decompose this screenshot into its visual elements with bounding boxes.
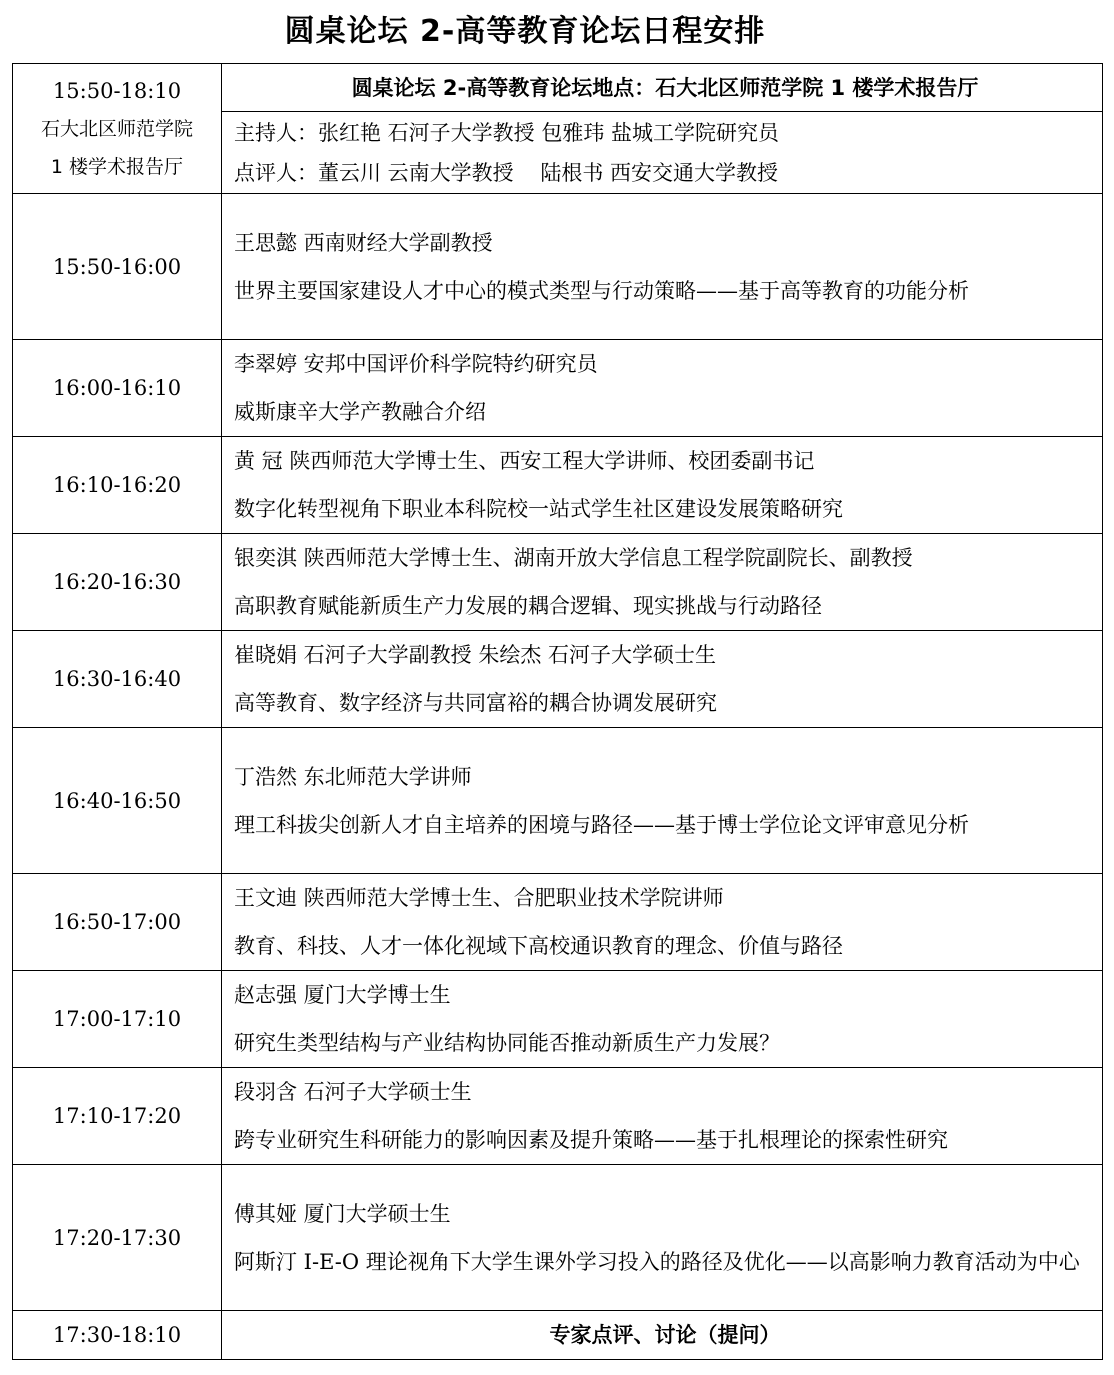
- session-cell: [222, 631, 1103, 728]
- session-topic: 高职教育赋能新质生产力发展的耦合逻辑、现实挑战与行动路径: [234, 594, 822, 618]
- schedule-table: [12, 63, 1103, 1360]
- session-speaker: 段羽含 石河子大学硕士生: [234, 1080, 472, 1104]
- session-topic: 跨专业研究生科研能力的影响因素及提升策略——基于扎根理论的探索性研究: [234, 1128, 948, 1152]
- session-cell: [222, 194, 1103, 340]
- session-time: 16:30-16:40: [13, 631, 222, 728]
- session-topic: 威斯康辛大学产教融合介绍: [234, 400, 486, 424]
- location-text: 圆桌论坛 2-高等教育论坛地点：石大北区师范学院 1 楼学术报告厅: [351, 75, 979, 100]
- session-time: 17:20-17:30: [13, 1165, 222, 1311]
- table-row: [13, 971, 1103, 1068]
- session-cell: [222, 340, 1103, 437]
- session-speaker: 丁浩然 东北师范大学讲师: [234, 764, 472, 789]
- session-time: 16:00-16:10: [13, 340, 222, 437]
- session-speaker: 王文迪 陕西师范大学博士生、合肥职业技术学院讲师: [234, 886, 724, 910]
- table-row: [13, 1068, 1103, 1165]
- session-time: 17:00-17:10: [13, 971, 222, 1068]
- table-row: [13, 534, 1103, 631]
- header-venue-line1: 石大北区师范学院: [40, 117, 193, 140]
- session-speaker: 赵志强 厦门大学博士生: [234, 983, 451, 1007]
- session-topic: 理工科拔尖创新人才自主培养的困境与路径——基于博士学位论文评审意见分析: [234, 812, 969, 837]
- session-cell: [222, 437, 1103, 534]
- session-topic: 数字化转型视角下职业本科院校一站式学生社区建设发展策略研究: [234, 497, 843, 521]
- table-row: [13, 631, 1103, 728]
- reviewer-text: 点评人：董云川 云南大学教授 陆根书 西安交通大学教授: [234, 160, 779, 185]
- session-topic: 阿斯汀 I-E-O 理论视角下大学生课外学习投入的路径及优化——以高影响力教育活动为中心: [234, 1249, 1080, 1274]
- session-topic: 研究生类型结构与产业结构协同能否推动新质生产力发展？: [234, 1031, 780, 1055]
- header-time: 15:50-18:10: [52, 78, 182, 103]
- session-speaker: 黄 冠 陕西师范大学博士生、西安工程大学讲师、校团委副书记: [234, 449, 815, 473]
- session-cell: [222, 1165, 1103, 1311]
- table-row: [13, 728, 1103, 874]
- session-time: 15:50-16:00: [13, 194, 222, 340]
- session-cell: [222, 971, 1103, 1068]
- session-speaker: 李翠婷 安邦中国评价科学院特约研究员: [234, 352, 598, 376]
- host-text: 主持人：张红艳 石河子大学教授 包雅玮 盐城工学院研究员: [234, 120, 780, 145]
- page-title: 圆桌论坛 2-高等教育论坛日程安排: [284, 14, 766, 49]
- table-row: [13, 1165, 1103, 1311]
- table-row: [13, 194, 1103, 340]
- session-time: 16:20-16:30: [13, 534, 222, 631]
- table-row-venue: [13, 64, 1103, 112]
- session-topic: 高等教育、数字经济与共同富裕的耦合协调发展研究: [234, 691, 717, 715]
- session-cell: [222, 534, 1103, 631]
- session-speaker: 崔晓娟 石河子大学副教授 朱绘杰 石河子大学硕士生: [234, 643, 717, 667]
- table-row: [13, 437, 1103, 534]
- session-time: 16:50-17:00: [13, 874, 222, 971]
- table-row-closing: [13, 1311, 1103, 1360]
- closing-label: 专家点评、讨论（提问）: [222, 1311, 1103, 1360]
- header-venue-line2: 1 楼学术报告厅: [50, 155, 184, 178]
- session-cell: [222, 874, 1103, 971]
- location-cell: [222, 64, 1103, 112]
- session-time: 16:10-16:20: [13, 437, 222, 534]
- table-row: [13, 874, 1103, 971]
- session-topic: 世界主要国家建设人才中心的模式类型与行动策略——基于高等教育的功能分析: [234, 278, 969, 303]
- hosts-cell: [222, 112, 1103, 194]
- header-time-cell: [13, 64, 222, 194]
- session-speaker: 王思懿 西南财经大学副教授: [234, 230, 493, 255]
- session-cell: [222, 1068, 1103, 1165]
- session-speaker: 傅其娅 厦门大学硕士生: [234, 1201, 451, 1226]
- session-cell: [222, 728, 1103, 874]
- session-speaker: 银奕淇 陕西师范大学博士生、湖南开放大学信息工程学院副院长、副教授: [234, 546, 913, 570]
- closing-time: 17:30-18:10: [13, 1311, 222, 1360]
- session-time: 17:10-17:20: [13, 1068, 222, 1165]
- session-time: 16:40-16:50: [13, 728, 222, 874]
- table-row: [13, 340, 1103, 437]
- session-topic: 教育、科技、人才一体化视域下高校通识教育的理念、价值与路径: [234, 934, 843, 958]
